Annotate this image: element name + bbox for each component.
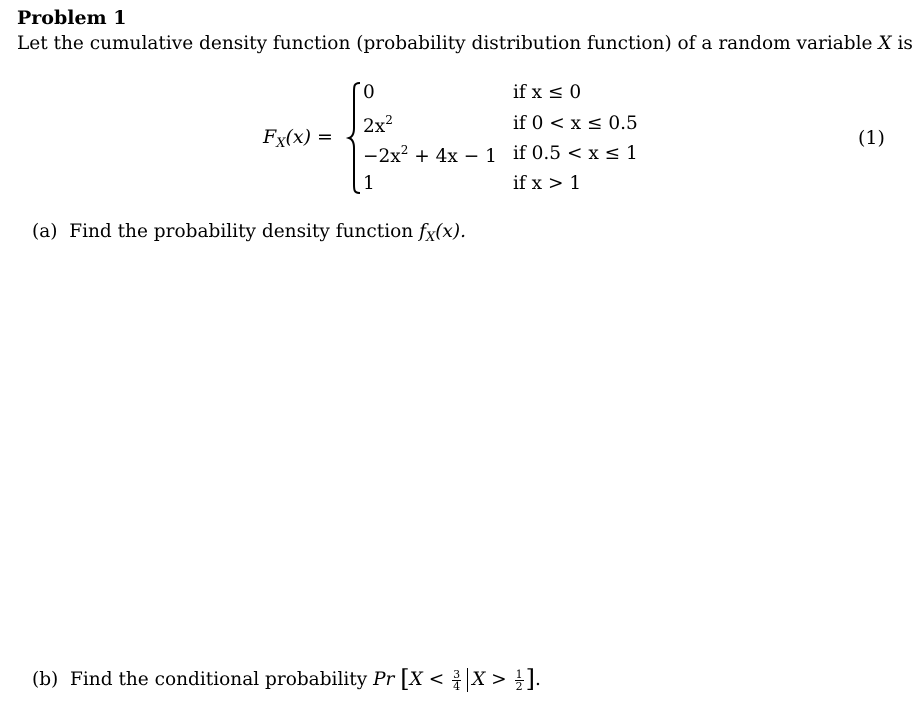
fraction-one-half: $\frac{1}{2}$: [515, 667, 523, 693]
part-a-text: Find the probability density function: [69, 221, 414, 242]
part-b-end: .: [534, 669, 541, 690]
part-b-text: Find the conditional probability: [70, 669, 368, 690]
lhs-argument: (x) =: [285, 126, 333, 148]
part-a-label: (a): [32, 221, 58, 242]
given-bar: [467, 668, 468, 692]
right-bracket: ]: [525, 665, 535, 693]
case-condition: if 0 < x ≤ 0.5: [513, 113, 638, 134]
event-lhs: X <: [409, 669, 445, 690]
equation-number: (1): [858, 127, 885, 149]
case-expression: $-2x^2 + 4x - 1$: [363, 143, 497, 167]
lhs-function: F: [263, 126, 277, 148]
case-condition: if x > 1: [513, 173, 582, 194]
case-expression: 0: [363, 82, 375, 103]
part-a-argument: (x).: [435, 221, 466, 242]
left-bracket: [: [400, 665, 410, 693]
fraction-three-quarters: $\frac{3}{4}$: [453, 667, 461, 693]
case-condition: if x ≤ 0: [513, 82, 582, 103]
part-b-pr: Pr: [373, 669, 395, 690]
lhs-subscript: X: [276, 136, 286, 151]
part-b-label: (b): [32, 669, 59, 690]
intro-end: is: [897, 33, 913, 54]
intro-variable: X: [878, 33, 892, 54]
intro-text: Let the cumulative density function (probability distribution function) of a random variable: [17, 33, 873, 54]
case-expression: $2x^2$: [363, 113, 393, 137]
event-rhs: X >: [472, 669, 507, 690]
part-a-subscript: X: [425, 230, 436, 245]
problem-title: Problem 1: [17, 7, 127, 29]
case-condition: if 0.5 < x ≤ 1: [513, 143, 638, 164]
case-expression: 1: [363, 173, 375, 194]
part-a-function: f: [419, 221, 426, 242]
part-a: [32, 221, 466, 245]
part-b: [32, 665, 541, 693]
